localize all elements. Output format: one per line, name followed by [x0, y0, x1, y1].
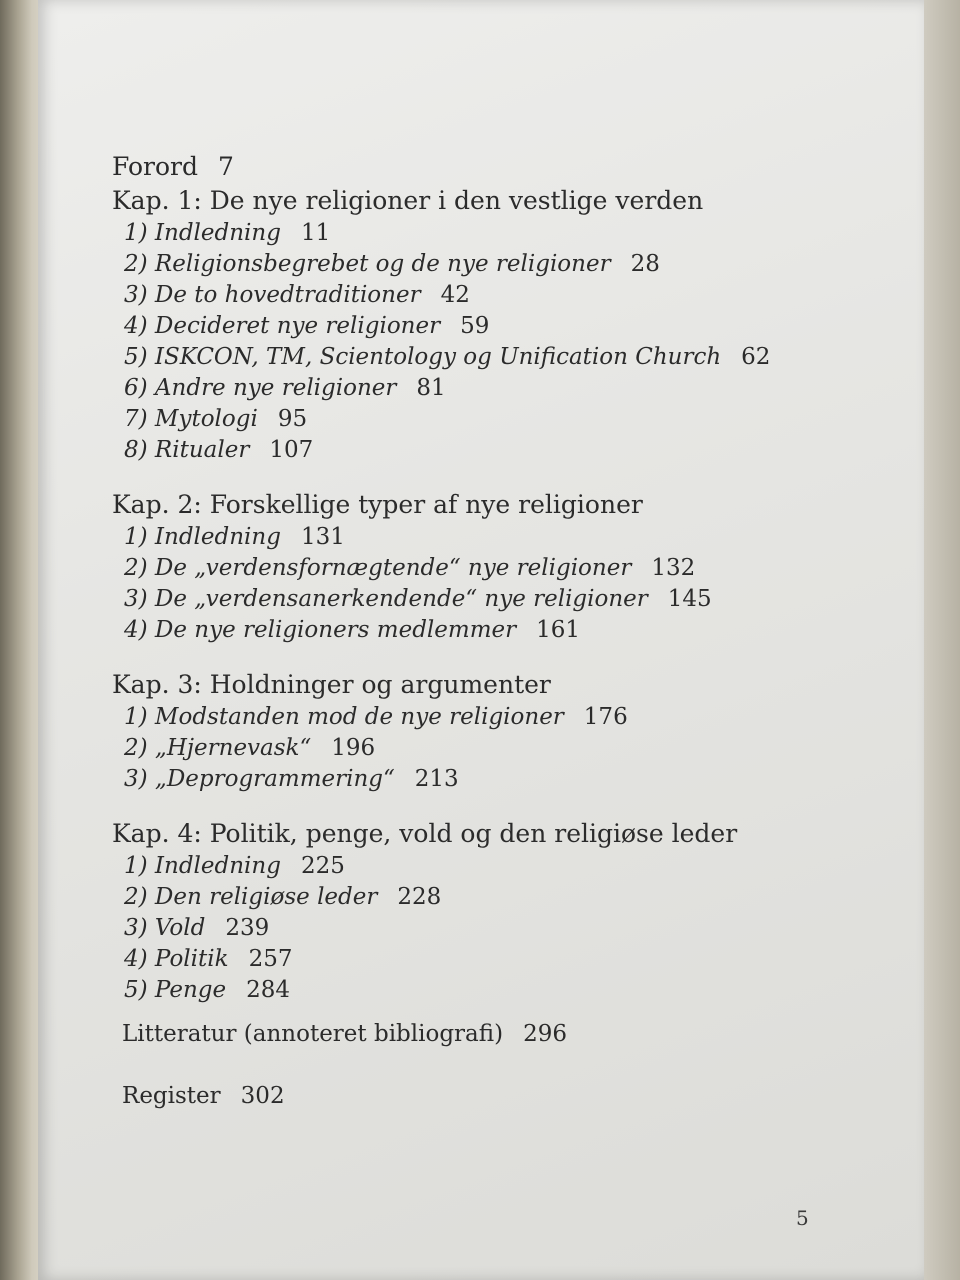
toc-entry	[112, 553, 872, 584]
toc-entry-page: 59	[460, 313, 490, 339]
toc-entry-label: 3) Vold	[124, 915, 206, 941]
toc-entry-page: 132	[651, 555, 696, 581]
toc-entry	[112, 733, 872, 764]
toc-entry	[112, 615, 872, 646]
page-number: 5	[796, 1206, 809, 1230]
toc-entry-page: 28	[630, 251, 660, 277]
toc-title: Forord	[112, 152, 198, 181]
toc-entry-page: 225	[300, 853, 345, 879]
section-gap	[112, 466, 872, 488]
toc-entry-label: 6) Andre nye religioner	[124, 375, 397, 401]
toc-entry	[112, 373, 872, 404]
adjacent-page-edge	[924, 0, 960, 1280]
toc-entry	[112, 975, 872, 1006]
section-gap	[112, 1050, 872, 1080]
toc-entry-page: 196	[331, 735, 376, 761]
toc-entry-page: 213	[414, 766, 459, 792]
toc-entry-page: 11	[300, 220, 331, 246]
toc-entry-page: 228	[397, 884, 442, 910]
toc-entry-label: 4) Decideret nye religioner	[124, 313, 441, 339]
toc-entry-label: 5) Penge	[124, 977, 227, 1003]
chapter-title: Kap. 1: De nye religioner i den vestlige verden	[112, 186, 704, 215]
toc-literature	[112, 1018, 872, 1050]
toc-entry	[112, 280, 872, 311]
toc-entry-page: 107	[269, 437, 314, 463]
toc-entry-page: 62	[741, 344, 771, 370]
toc-entry	[112, 584, 872, 615]
toc-entry-label: 3) „Deprogrammering“	[124, 766, 395, 792]
toc-entry	[112, 249, 872, 280]
toc-entry	[112, 944, 872, 975]
toc-entry-label: 2) „Hjernevask“	[124, 735, 312, 761]
toc-entry	[112, 913, 872, 944]
toc-entry	[112, 522, 872, 553]
toc-entry	[112, 702, 872, 733]
toc-entry-label: 8) Ritualer	[124, 437, 250, 463]
toc-page: 7	[218, 152, 234, 181]
toc-entry-page: 176	[583, 704, 628, 730]
chapter-heading	[112, 184, 872, 218]
toc-entry-label: 7) Mytologi	[124, 406, 258, 432]
toc-entry	[112, 404, 872, 435]
toc-page: 296	[523, 1021, 567, 1047]
toc-entry-label: 2) Den religiøse leder	[124, 884, 378, 910]
toc-entry-label: 1) Indledning	[124, 853, 281, 879]
toc-entry-label: 1) Indledning	[124, 220, 281, 246]
toc-page: 302	[240, 1083, 285, 1109]
toc-entry-label: 3) De to hovedtraditioner	[124, 282, 421, 308]
toc-entry-label: 1) Modstanden mod de nye religioner	[124, 704, 564, 730]
chapter-heading	[112, 668, 872, 702]
chapter-title: Kap. 2: Forskellige typer af nye religioner	[112, 490, 643, 519]
toc-preface	[112, 150, 872, 184]
toc-title: Register	[122, 1083, 221, 1109]
toc-entry-label: 4) Politik	[124, 946, 229, 972]
toc-register	[112, 1080, 872, 1112]
section-gap	[112, 646, 872, 668]
book-spine-shadow	[0, 0, 40, 1280]
toc-entry-page: 95	[277, 406, 308, 432]
toc-entry	[112, 851, 872, 882]
chapter-title: Kap. 3: Holdninger og argumenter	[112, 670, 551, 699]
toc-entry-label: 5) ISKCON, TM, Scientology og Unification Church	[124, 344, 722, 370]
toc-entry-page: 42	[440, 282, 470, 308]
toc-entry-page: 161	[536, 617, 581, 643]
chapter-heading	[112, 488, 872, 522]
table-of-contents	[112, 150, 872, 1112]
toc-entry	[112, 882, 872, 913]
toc-entry	[112, 342, 872, 373]
toc-entry-label: 2) Religionsbegrebet og de nye religioner	[124, 251, 611, 277]
toc-entry-label: 4) De nye religioners medlemmer	[124, 617, 517, 643]
chapter-heading	[112, 817, 872, 851]
toc-entry-page: 81	[416, 375, 446, 401]
toc-entry	[112, 764, 872, 795]
toc-entry-label: 3) De „verdensanerkendende“ nye religioner	[124, 586, 648, 612]
toc-entry-page: 239	[225, 915, 270, 941]
toc-entry-page: 131	[300, 524, 345, 550]
section-gap	[112, 795, 872, 817]
toc-entry-label: 1) Indledning	[124, 524, 281, 550]
toc-entry-label: 2) De „verdensfornægtende“ nye religioner	[124, 555, 632, 581]
toc-title: Litteratur (annoteret bibliografi)	[122, 1021, 504, 1047]
toc-entry-page: 145	[667, 586, 712, 612]
section-gap	[112, 1006, 872, 1018]
toc-entry	[112, 218, 872, 249]
toc-entry-page: 257	[248, 946, 293, 972]
chapter-title: Kap. 4: Politik, penge, vold og den religiøse leder	[112, 819, 738, 848]
toc-entry	[112, 311, 872, 342]
toc-entry	[112, 435, 872, 466]
toc-entry-page: 284	[246, 977, 291, 1003]
